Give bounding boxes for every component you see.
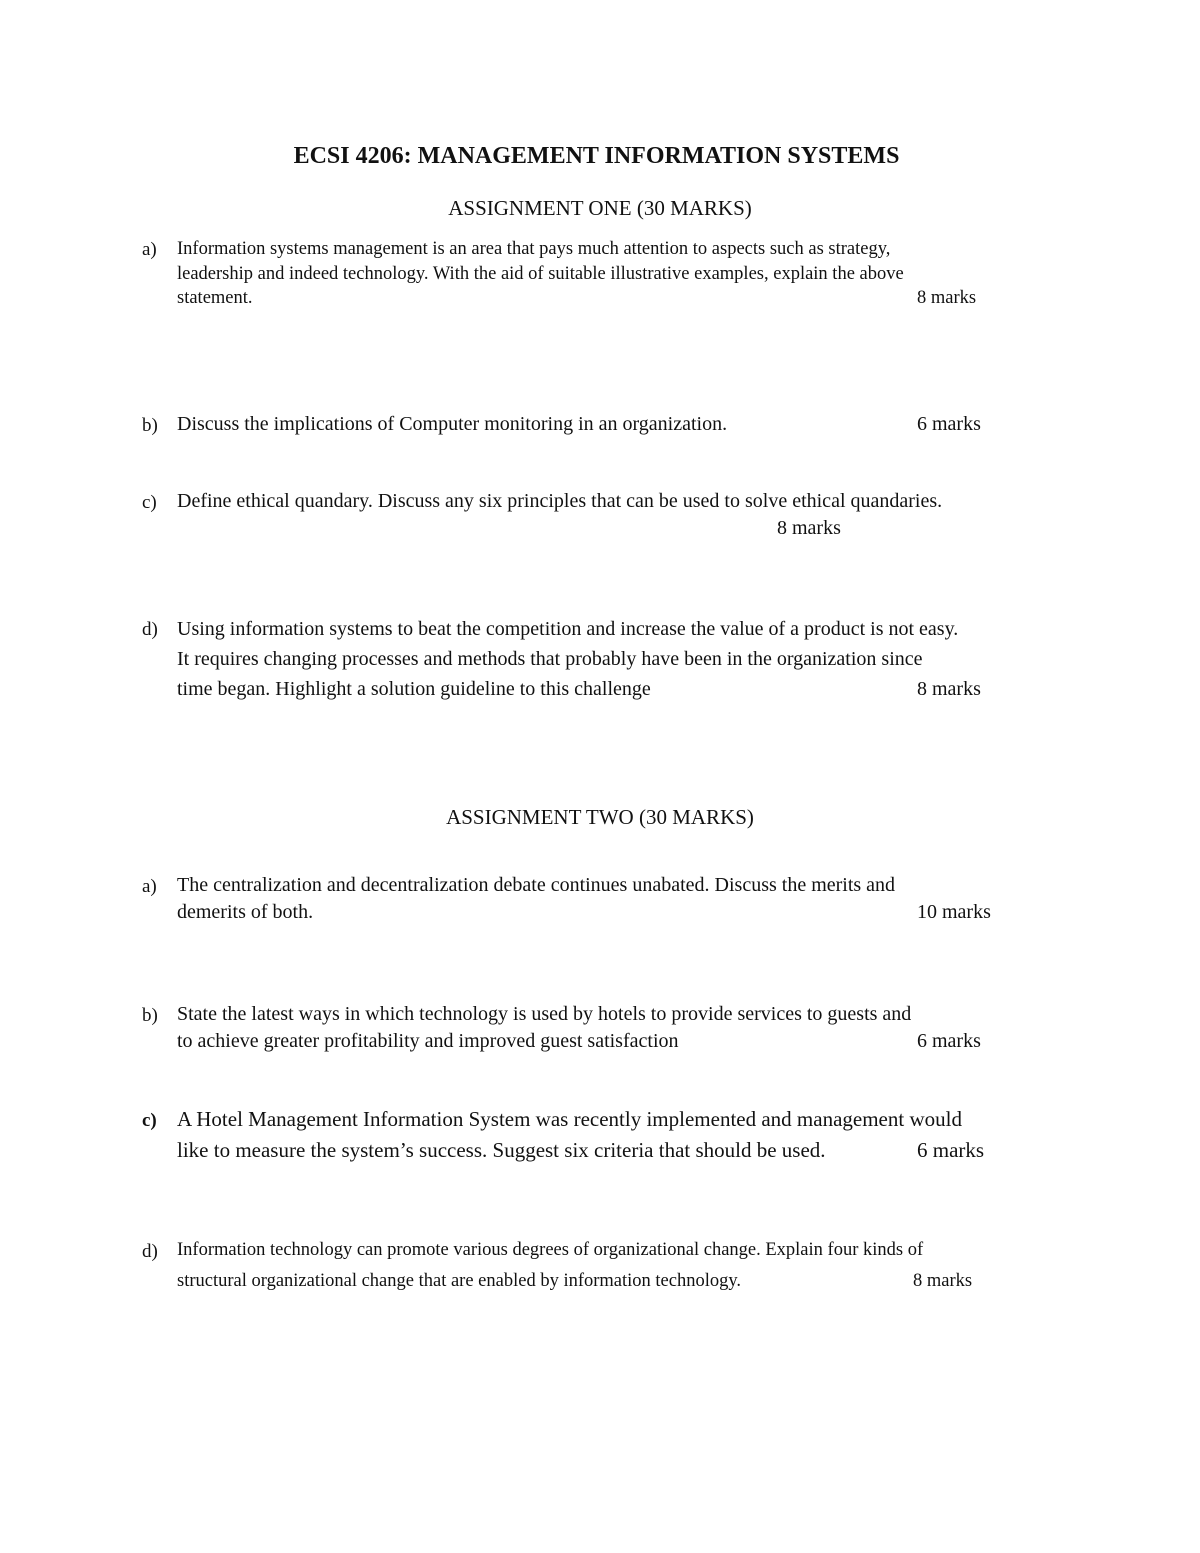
question-label: c) [142, 492, 157, 513]
question-marks: 10 marks [917, 901, 991, 923]
question-marks: 8 marks [777, 517, 841, 539]
question-text-line: Information technology can promote various degrees of organizational change. Explain four kinds of [177, 1240, 924, 1260]
question-marks: 8 marks [917, 288, 977, 308]
question-marks: 6 marks [917, 413, 981, 435]
question-marks: 6 marks [917, 1138, 985, 1162]
question-marks: 8 marks [917, 678, 981, 700]
question-label: a) [142, 876, 157, 897]
question-text-line: A Hotel Management Information System was recently implemented and management would [177, 1107, 962, 1131]
question-text-line: like to measure the system’s success. Suggest six criteria that should be used. [177, 1138, 826, 1162]
question-label: b) [142, 415, 158, 436]
question-text-line: demerits of both. [177, 901, 314, 923]
question-text-line: statement. [177, 288, 253, 308]
question-text-line: Define ethical quandary. Discuss any six principles that can be used to solve ethical quandaries. [177, 490, 943, 512]
question-label: a) [142, 239, 157, 260]
question-label: d) [142, 1241, 158, 1262]
question-marks: 8 marks [913, 1271, 973, 1291]
question-marks: 6 marks [917, 1030, 981, 1052]
document-title: ECSI 4206: MANAGEMENT INFORMATION SYSTEMS [293, 143, 900, 169]
question-text-line: It requires changing processes and methods that probably have been in the organization since [177, 648, 923, 670]
question-text-line: Information systems management is an area that pays much attention to aspects such as strategy, [177, 239, 891, 259]
question-text-line: Discuss the implications of Computer monitoring in an organization. [177, 413, 728, 435]
assignment-two-heading: ASSIGNMENT TWO (30 MARKS) [446, 805, 754, 829]
question-text-line: leadership and indeed technology. With the aid of suitable illustrative examples, explain the above [177, 264, 904, 284]
question-label: d) [142, 619, 158, 640]
question-text-line: structural organizational change that are enabled by information technology. [177, 1271, 742, 1291]
question-label: c) [142, 1110, 157, 1131]
question-text-line: State the latest ways in which technology is used by hotels to provide services to guests and [177, 1003, 912, 1025]
assignment-one-heading: ASSIGNMENT ONE (30 MARKS) [448, 196, 752, 220]
question-text-line: Using information systems to beat the competition and increase the value of a product is not easy. [177, 618, 959, 640]
question-text-line: time began. Highlight a solution guideline to this challenge [177, 678, 651, 700]
question-text-line: to achieve greater profitability and improved guest satisfaction [177, 1030, 679, 1052]
question-label: b) [142, 1005, 158, 1026]
question-text-line: The centralization and decentralization debate continues unabated. Discuss the merits and [177, 874, 896, 896]
